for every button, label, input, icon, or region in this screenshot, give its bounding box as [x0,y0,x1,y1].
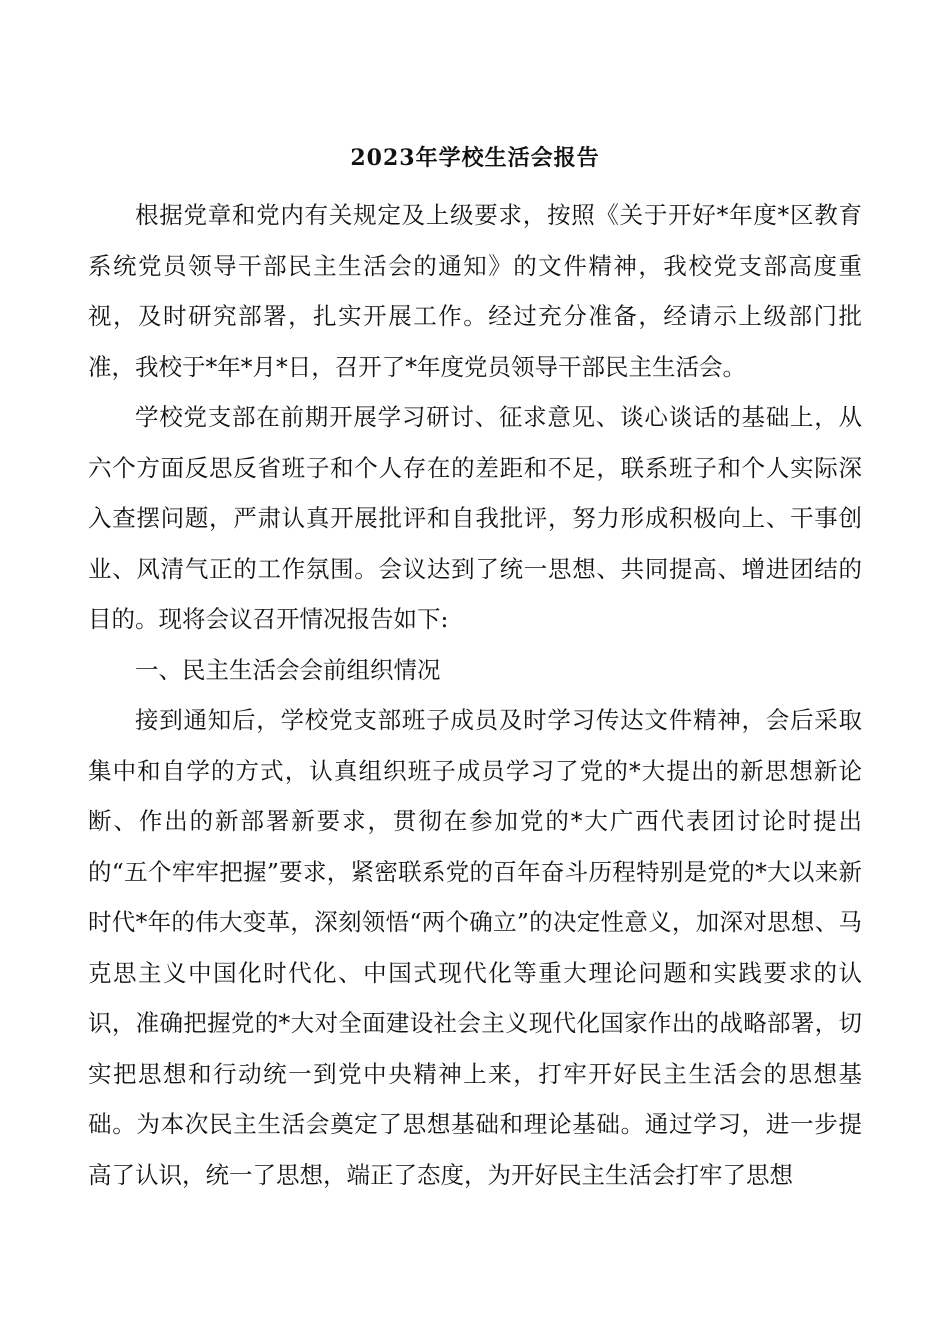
paragraph-background: 学校党支部在前期开展学习研讨、征求意见、谈心谈话的基础上，从六个方面反思反省班子和个人存在的差距和不足，联系班子和个人实际深入查摆问题，严肃认真开展批评和自我批评，努力形成积极向上、干事创业、风清气正的工作氛围。会议达到了统一思想、共同提高、增进团结的目的。现将会议召开情况报告如下: [88,403,862,633]
document-body [88,190,862,1200]
paragraph-intro: 根据党章和党内有关规定及上级要求，按照《关于开好*年度*区教育系统党员领导干部民主生活会的通知》的文件精神，我校党支部高度重视，及时研究部署，扎实开展工作。经过充分准备，经请示上级部门批准，我校于*年*月*日，召开了*年度党员领导干部民主生活会。 [88,201,862,381]
paragraph-section-1: 接到通知后，学校党支部班子成员及时学习传达文件精神，会后采取集中和自学的方式，认真组织班子成员学习了党的*大提出的新思想新论断、作出的新部署新要求，贯彻在参加党的*大广西代表团讨论时提出的“五个牢牢把握”要求，紧密联系党的百年奋斗历程特别是党的*大以来新时代*年的伟大变革，深刻领悟“两个确立”的决定性意义，加深对思想、马克思主义中国化时代化、中国式现代化等重大理论问题和实践要求的认识，准确把握党的*大对全面建设社会主义现代化国家作出的战略部署，切实把思想和行动统一到党中央精神上来，打牢开好民主生活会的思想基础。为本次民主生活会奠定了思想基础和理论基础。通过学习，进一步提高了认识，统一了思想，端正了态度，为开好民主生活会打牢了思想 [88,706,862,1189]
document-title: 2023年学校生活会报告 [350,145,600,171]
section-heading-1: 一、民主生活会会前组织情况 [135,655,441,684]
